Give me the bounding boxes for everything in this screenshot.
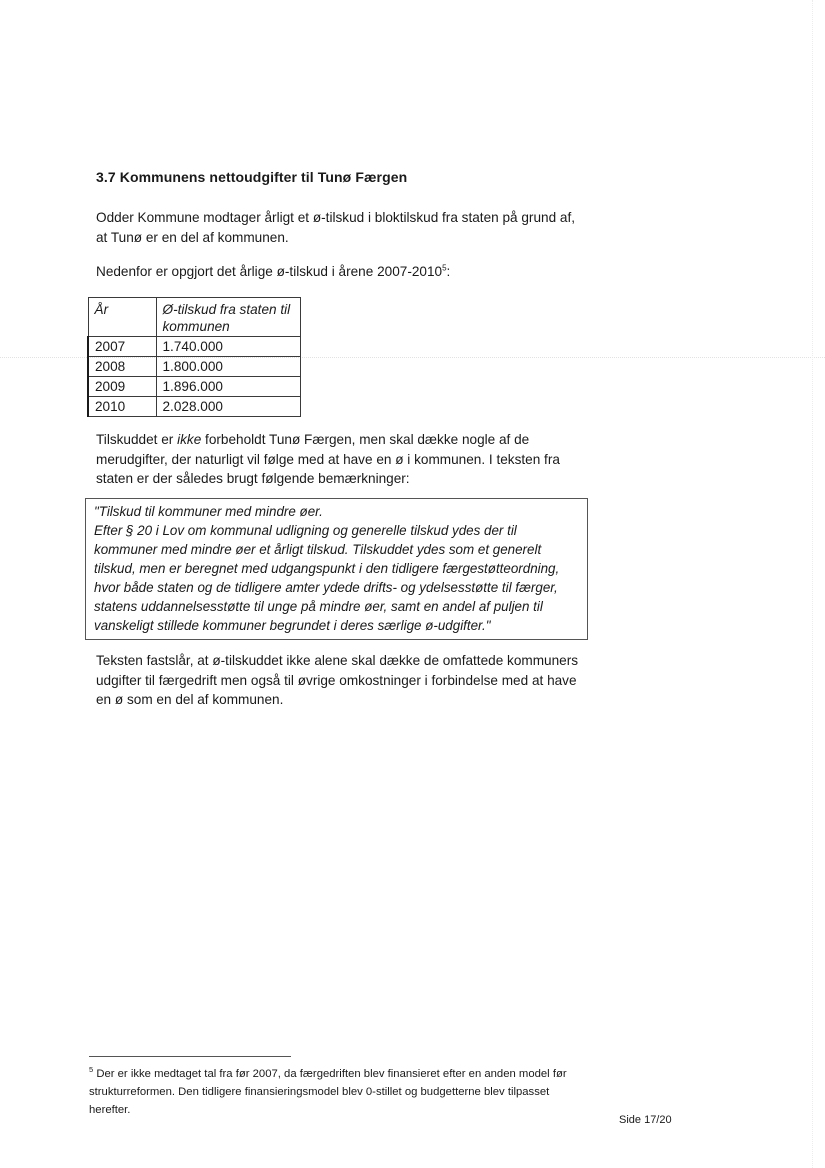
- footnote-text: Der er ikke medtaget tal fra før 2007, da færgedriften blev finansieret efter en anden model før strukturreformen. Den tidligere finansieringsmodel blev 0-stillet og budgetterne blev tilpasset herefter.: [89, 1068, 567, 1116]
- footnote: [89, 1065, 579, 1119]
- footnote-reference: 5: [442, 263, 447, 273]
- grant-amount-cell: 1.896.000: [156, 377, 300, 397]
- page-number: Side 17/20: [619, 1114, 672, 1126]
- quote-body: Efter § 20 i Lov om kommunal udligning og generelle tilskud ydes der til kommuner med mindre øer et årligt tilskud. Tilskuddet ydes som et generelt tilskud, men er beregnet med udgangspunkt i den tidligere færgestøtteordning, hvor både staten og de tidligere amter ydede drifts- og ydelsesstøtte til færger, statens uddannelsesstøtte til unge på mindre øer, samt en andel af puljen til vanskeligt stillede kommuner begrundet i deres særlige ø-udgifter.": [94, 523, 560, 633]
- grant-year-cell: 2009: [88, 377, 156, 397]
- grant-year-cell: 2008: [88, 357, 156, 377]
- paragraph-grant-note-emphasis: ikke: [177, 432, 202, 447]
- paragraph-intro: Odder Kommune modtager årligt et ø-tilskud i bloktilskud fra staten på grund af, at Tunø er en del af kommunen.: [96, 210, 576, 245]
- section-heading: 3.7 Kommunens nettoudgifter til Tunø Færgen: [96, 169, 408, 185]
- paragraph-table-intro: [96, 262, 586, 282]
- table-row: [88, 357, 300, 377]
- table-row: [88, 397, 300, 417]
- paragraph-grant-note-before: Tilskuddet er: [96, 432, 178, 447]
- paragraph-conclusion: Teksten fastslår, at ø-tilskuddet ikke alene skal dække de omfattede kommuners udgifter til færgedrift men også til øvrige omkostninger i forbindelse med at have en ø som en del af kommunen.: [96, 653, 579, 707]
- grant-amount-cell: 1.740.000: [156, 337, 300, 357]
- quote-box: [85, 498, 588, 640]
- table-row: [88, 377, 300, 397]
- grant-table: [87, 297, 301, 417]
- table-row: [88, 337, 300, 357]
- paragraph-grant-note-after: forbeholdt Tunø Færgen, men skal dække nogle af de merudgifter, der naturligt vil følge med at have en ø i kommunen. I teksten fra staten er der således brugt følgende bemærkninger:: [96, 432, 560, 486]
- grant-table-header-year: År: [88, 298, 156, 337]
- paragraph-grant-note: [96, 430, 586, 489]
- footnote-divider: [89, 1056, 291, 1057]
- paragraph-table-intro-text: Nedenfor er opgjort det årlige ø-tilskud i årene 2007-2010: [96, 264, 443, 279]
- grant-year-cell: 2010: [88, 397, 156, 417]
- grant-table-header-row: [88, 298, 300, 337]
- footnote-marker: 5: [89, 1065, 94, 1075]
- scan-artifact-edge: [812, 0, 813, 1168]
- paragraph-table-intro-end: :: [446, 264, 451, 279]
- grant-table-header-amount: Ø-tilskud fra staten til kommunen: [156, 298, 300, 337]
- quote-title: "Tilskud til kommuner med mindre øer.: [94, 504, 323, 519]
- grant-amount-cell: 1.800.000: [156, 357, 300, 377]
- grant-year-cell: 2007: [88, 337, 156, 357]
- grant-amount-cell: 2.028.000: [156, 397, 300, 417]
